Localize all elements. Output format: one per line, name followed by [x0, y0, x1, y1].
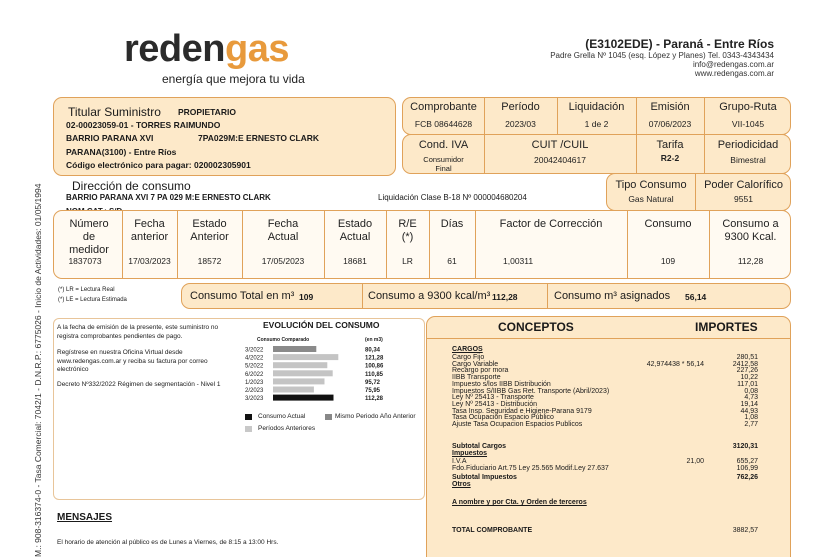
- holder-box: [53, 97, 396, 176]
- logo: [124, 29, 289, 69]
- notice-no-debt: A la fecha de emisión de la presente, este suministro no registra comprobantes pendientes de pago.: [57, 324, 219, 340]
- value-periodo: 2023/03: [505, 119, 536, 129]
- tax-box: [402, 134, 791, 174]
- legend-previous-swatch: [245, 426, 252, 432]
- value-prev-date: 17/03/2023: [128, 256, 171, 266]
- bar-value-label: 75,95: [365, 388, 381, 394]
- others-title: Otros: [452, 481, 471, 488]
- evolution-col-label: Consumo Comparado: [257, 337, 310, 343]
- header-consumption: Consumo: [644, 218, 692, 230]
- header-curr-state: Estado Actual: [337, 218, 373, 243]
- value-curr-state: 18681: [343, 256, 367, 266]
- charge-amount: 0,08: [744, 387, 758, 395]
- messages-hours: El horario de atención al público es de Lunes a Viernes, de 8:15 a 13:00 Hrs.: [57, 539, 279, 546]
- total-label: Consumo Total en m³: [190, 290, 295, 302]
- taxes-title: Impuestos: [452, 450, 488, 457]
- charge-label: Cargo Variable: [452, 360, 499, 368]
- value-prev-state: 18572: [197, 256, 222, 266]
- charge-label: Impuesto s/los IIBB Distribución: [452, 380, 551, 388]
- taxes-subtotal-value: 762,26: [736, 474, 758, 481]
- holder-street-ref: 7PA029M:E ERNESTO CLARK: [198, 133, 320, 143]
- charge-amount: 2,77: [744, 421, 758, 428]
- bar-1-2023: [273, 378, 325, 384]
- legend-le: (*) LE = Lectura Estimada: [58, 297, 127, 303]
- holder-type: PROPIETARIO: [178, 107, 236, 117]
- label-periodo: Período: [501, 101, 540, 113]
- label-emision: Emisión: [650, 101, 690, 113]
- bar-value-label: 80,34: [365, 347, 381, 354]
- value-consumption: 109: [660, 256, 676, 266]
- value-tarifa: R2-2: [660, 153, 680, 163]
- header-meter-number: Número de medidor: [69, 218, 109, 256]
- concepts-title: CONCEPTOS: [498, 320, 574, 334]
- label-comprobante: Comprobante: [410, 101, 477, 113]
- header-consumption-kcal: Consumo a 9300 Kcal.: [722, 218, 779, 243]
- logo-text-accent: gas: [224, 28, 289, 70]
- charge-amount: 280,51: [736, 354, 758, 361]
- header-prev-state: Estado Anterior: [190, 218, 229, 243]
- charge-amount: 4,73: [744, 394, 758, 402]
- evolution-bars: [237, 344, 421, 414]
- holder-title: Titular Suministro: [68, 105, 161, 119]
- charge-amount: 2412,58: [732, 360, 758, 368]
- label-periodicidad: Periodicidad: [717, 139, 779, 151]
- charge-label: Recargo por mora: [452, 367, 509, 375]
- legend-lr: (*) LR = Lectura Real: [58, 287, 115, 293]
- bar-category-label: 1/2023: [245, 379, 264, 386]
- evolution-title: EVOLUCIÓN DEL CONSUMO: [263, 320, 380, 330]
- charge-label: Tasa Insp. Seguridad e Higiene-Parana 9179: [452, 407, 592, 415]
- bar-value-label: 121,28: [365, 355, 384, 362]
- office-email: info@redengas.com.ar: [692, 60, 774, 69]
- value-comprobante: FCB 08644628: [414, 119, 473, 129]
- kcal-label: Consumo a 9300 kcal/m³: [368, 290, 491, 302]
- legend-current-swatch: [245, 414, 252, 420]
- notice-decree: Decreto Nº332/2022 Régimen de segmentación - Nivel 1: [57, 381, 221, 388]
- label-grupo-ruta: Grupo-Ruta: [719, 101, 777, 113]
- label-tarifa: Tarifa: [656, 139, 684, 151]
- settlement: Liquidación Clase B-18 Nº 000004680204: [378, 193, 527, 202]
- bar-value-label: 100,86: [365, 363, 384, 370]
- bar-4-2022: [273, 354, 338, 360]
- consumption-type-box: [606, 173, 791, 211]
- bar-6-2022: [273, 370, 333, 376]
- header-curr-date: Fecha Actual: [267, 218, 299, 243]
- charge-detail: 42,974438 * 56,14: [646, 360, 704, 368]
- bar-3-2022: [273, 346, 316, 352]
- charge-amount: 10,22: [740, 374, 758, 382]
- bar-category-label: 3/2022: [245, 347, 264, 354]
- amounts-title: IMPORTES: [695, 320, 758, 334]
- charge-label: Ley Nº 25413 - Distribución: [452, 400, 538, 408]
- value-grupo-ruta: VII-1045: [731, 119, 765, 129]
- bar-category-label: 5/2022: [245, 363, 264, 370]
- side-legal-text: M.: 908-316374-0 - Tasa Comercial: 7042/1 - D.N.R.P.: 6775026 - Inicio de Actividades: 01/05/1994: [33, 183, 43, 557]
- header-factor: Factor de Corrección: [499, 218, 603, 230]
- tax-amount: 106,99: [736, 464, 758, 472]
- label-iva: Cond. IVA: [418, 139, 469, 151]
- assigned-label: Consumo m³ asignados: [554, 290, 671, 302]
- tax-label: I.V.A: [452, 458, 467, 465]
- charge-amount: 19,14: [740, 400, 758, 408]
- holder-street: BARRIO PARANA XVI: [66, 133, 154, 143]
- kcal-value: 112,28: [492, 292, 518, 302]
- label-liquidacion: Liquidación: [568, 101, 625, 113]
- messages-title: MENSAJES: [57, 512, 113, 523]
- evolution-chart: [237, 318, 421, 438]
- third-party-title: A nombre y por Cta. y Orden de terceros: [452, 499, 587, 506]
- charges-subtotal-label: Subtotal Cargos: [452, 443, 507, 450]
- charge-amount: 117,01: [737, 380, 758, 388]
- legend-same-label: Mismo Periodo Año Anterior: [335, 413, 416, 420]
- logo-text-main: reden: [124, 28, 225, 70]
- bar-2-2023: [273, 387, 314, 393]
- charge-label: Ajuste Tasa Ocupacion Espacios Publicos: [452, 421, 583, 428]
- label-calorific: Poder Calorífico: [704, 179, 783, 191]
- evolution-unit: (en m3): [365, 337, 383, 343]
- meter-table-box: [53, 210, 791, 279]
- value-iva-2: Final: [435, 164, 452, 173]
- charge-label: Ley Nº 25413 - Transporte: [452, 394, 534, 402]
- value-re: LR: [402, 256, 413, 266]
- payment-code: Código electrónico para pagar: 020002305901: [66, 160, 251, 170]
- value-calorific: 9551: [734, 194, 753, 204]
- value-consumption-type: Gas Natural: [628, 194, 674, 204]
- legend-current-label: Consumo Actual: [258, 413, 306, 420]
- bar-3-2023: [273, 395, 334, 401]
- taxes-subtotal-label: Subtotal Impuestos: [452, 474, 517, 481]
- assigned-value: 56,14: [685, 292, 707, 302]
- value-liquidacion: 1 de 2: [584, 119, 609, 129]
- holder-city: PARANA(3100) - Entre Ríos: [66, 147, 177, 157]
- bar-category-label: 4/2022: [245, 355, 264, 362]
- consumption-address: BARRIO PARANA XVI 7 PA 029 M:E ERNESTO CLARK: [66, 193, 271, 202]
- office-code: (E3102EDE) - Paraná - Entre Ríos: [585, 37, 774, 51]
- holder-account: 02-00023059-01 - TORRES RAIMUNDO: [66, 120, 221, 130]
- total-comprobante-label: TOTAL COMPROBANTE: [452, 527, 533, 534]
- bar-value-label: 95,72: [365, 379, 381, 386]
- bar-value-label: 112,28: [365, 396, 384, 403]
- bar-category-label: 2/2023: [245, 388, 264, 394]
- bar-category-label: 3/2023: [245, 396, 264, 403]
- header-prev-date: Fecha anterior: [130, 218, 169, 243]
- header-re: R/E (*): [398, 218, 417, 243]
- consumption-address-title: Dirección de consumo: [72, 179, 191, 193]
- value-iva-1: Consumidor: [423, 155, 464, 164]
- bar-category-label: 6/2022: [245, 371, 264, 378]
- value-curr-date: 17/05/2023: [261, 256, 305, 266]
- total-comprobante-value: 3882,57: [732, 527, 758, 534]
- office-address: Padre Grella Nº 1045 (esq. López y Planes) Tel. 0343-4343434: [550, 51, 774, 60]
- tax-detail: 21,00: [686, 458, 704, 465]
- charge-label: Cargo Fijo: [452, 354, 485, 361]
- header-days: Días: [440, 218, 464, 230]
- charge-amount: 44,93: [740, 407, 758, 415]
- value-periodicidad: Bimestral: [730, 155, 766, 165]
- value-meter-number: 1837073: [68, 256, 102, 266]
- charge-label: Impuestos S/IIBB Gas Ret. Transporte (Abril/2023): [452, 387, 610, 395]
- bar-value-label: 110,85: [365, 371, 384, 378]
- value-factor: 1,00311: [503, 256, 534, 266]
- value-cuit: 20042404617: [533, 155, 586, 165]
- value-days: 61: [447, 256, 457, 266]
- legend-same-swatch: [325, 414, 332, 420]
- totals-box: [181, 283, 791, 309]
- bar-5-2022: [273, 362, 327, 368]
- charge-label: IIBB Transporte: [452, 374, 501, 382]
- label-cuit: CUIT /CUIL: [531, 139, 589, 151]
- charges-title: CARGOS: [452, 346, 483, 353]
- value-consumption-kcal: 112,28: [737, 256, 764, 266]
- charge-amount: 1,08: [744, 414, 758, 422]
- charge-amount: 227,26: [736, 367, 758, 375]
- total-value: 109: [299, 292, 314, 302]
- office-web: www.redengas.com.ar: [694, 69, 774, 78]
- legend-previous-label: Períodos Anteriores: [258, 425, 316, 432]
- value-emision: 07/06/2023: [648, 119, 692, 129]
- label-consumption-type: Tipo Consumo: [615, 179, 687, 191]
- charges-subtotal-value: 3120,31: [732, 443, 758, 450]
- tax-amount: 655,27: [736, 458, 758, 465]
- charge-label: Tasa Ocupación Espacio Público: [452, 414, 554, 422]
- invoice-header-box: [402, 97, 791, 135]
- concepts-box: [426, 316, 791, 557]
- tagline: energía que mejora tu vida: [162, 72, 305, 86]
- notice-register: Regístrese en nuestra Oficina Virtual desde www.redengas.com.ar y reciba su factura por correo electrónico: [57, 349, 208, 373]
- tax-label: Fdo.Fiduciario Art.75 Ley 25.565 Modif.Ley 27.637: [452, 464, 609, 472]
